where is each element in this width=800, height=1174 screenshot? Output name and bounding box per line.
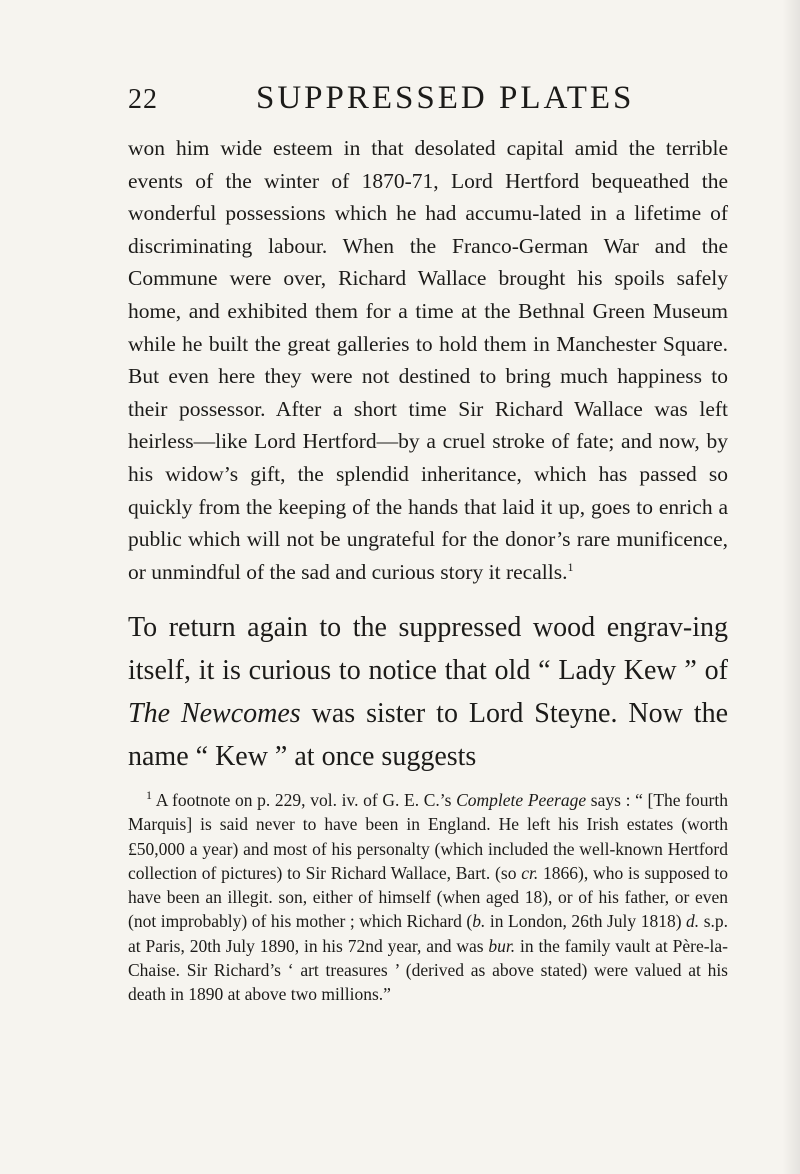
footnote-text: in London, 26th July 1818) (485, 911, 687, 932)
footnote-text: s.p. at Paris, 20th July 1890, in his 72nd year, and was (128, 911, 728, 956)
paragraph-text-start: To return again to the suppressed wood engrav-ing itself, it is curious to notice that old “ Lady Kew ” of (128, 612, 728, 686)
large-type-paragraph (128, 606, 728, 778)
running-head: SUPPRESSED PLATES (256, 80, 635, 116)
footnote-italic: Complete Peerage (456, 790, 587, 810)
footnote-text: says : “ [The fourth Marquis] is said never to have been in England. He left his Irish estates (worth £50,000 a year) and most of his personalty (which included the well-known Hertford collection of pictures) to Sir Richard Wallace, Bart. (so (128, 790, 728, 883)
footnote-marker: 1 (146, 788, 152, 803)
main-paragraph (128, 132, 728, 588)
page-edge-shadow (782, 0, 800, 1174)
footnote-italic: cr. (521, 862, 539, 883)
footnote-text: 1866), who is supposed to have been an illegit. son, either of himself (when aged 18), or of his father, or even (not improbably) of his mother ; which Richard ( (128, 862, 728, 932)
page-header (128, 80, 728, 124)
footnote-italic: bur. (488, 935, 516, 956)
footnote (128, 788, 728, 1007)
footnote-text: A footnote on p. 229, vol. iv. of G. E. C.’s (152, 790, 457, 810)
paragraph-text: won him wide esteem in that desolated capital amid the terrible events of the winter of 1870-71, Lord Hertford bequeathed the wonderful possessions which he had accumu-lated in a lifetime of discriminating labour. When the Franco-German War and the Commune were over, Richard Wallace brought his spoils safely home, and exhibited them for a time at the Bethnal Green Museum while he built the great galleries to hold them in Manchester Square. But even here they were not destined to bring much happiness to their possessor. After a short time Sir Richard Wallace was left heirless—like Lord Hertford—by a cruel stroke of fate; and now, by his widow’s gift, the splendid inheritance, which has passed so quickly from the keeping of the hands that laid it up, goes to enrich a public which will not be ungrateful for the donor’s rare munificence, or unmindful of the sad and curious story it recalls. (128, 136, 728, 584)
footnote-reference: 1 (567, 559, 574, 574)
footnote-italic: d. (686, 911, 700, 932)
paragraph-text-end: was sister to Lord Steyne. Now the name “ Kew ” at once suggests (128, 698, 728, 772)
book-title: The Newcomes (128, 698, 301, 729)
page-number: 22 (128, 84, 158, 115)
footnote-text: in the family vault at Père-la-Chaise. Sir Richard’s ‘ art treasures ’ (derived as above stated) were valued at his death in 1890 at above two millions.” (128, 935, 728, 1005)
footnote-italic: b. (472, 911, 486, 932)
